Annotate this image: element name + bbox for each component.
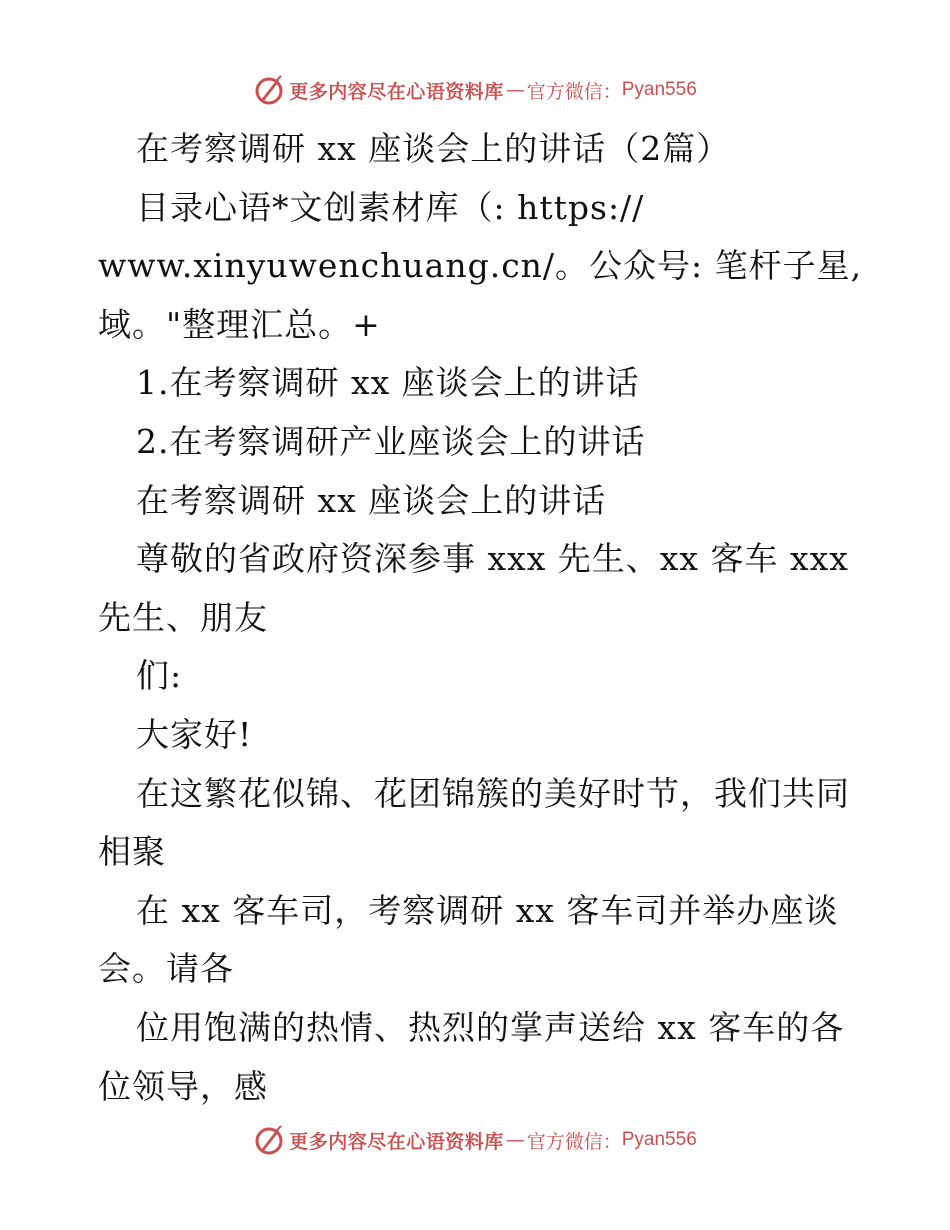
toc-item-2: 2.在考察调研产业座谈会上的讲话 bbox=[136, 421, 646, 461]
doc-line: www.xinyuwenchuang.cn/。公众号: 笔杆子星, bbox=[98, 246, 863, 286]
footer-dash: — bbox=[505, 1129, 525, 1151]
doc-title: 在考察调研 xx 座谈会上的讲话（2篇） bbox=[136, 129, 731, 168]
doc-line: 在这繁花似锦、花团锦簇的美好时节，我们共同 bbox=[136, 773, 850, 813]
header-wechat-id: Pyan556 bbox=[621, 79, 697, 100]
doc-line: 尊敬的省政府资深参事 xxx 先生、xx 客车 xxx bbox=[136, 539, 849, 579]
header-wechat-label: 官方微信： bbox=[526, 80, 622, 103]
doc-line: 域。"整理汇总。+ bbox=[98, 304, 381, 344]
header-site-text: 更多内容尽在心语资料库 bbox=[289, 80, 504, 103]
doc-line: 会。请各 bbox=[98, 949, 234, 989]
doc-line: 目录心语*文创素材库（: https:// bbox=[136, 187, 645, 227]
quill-pen-logo-icon bbox=[253, 74, 285, 106]
quill-pen-logo-icon bbox=[253, 1124, 285, 1156]
footer-site-text: 更多内容尽在心语资料库 bbox=[289, 1130, 504, 1153]
footer-wechat-label: 官方微信： bbox=[526, 1130, 622, 1153]
doc-line: 先生、朋友 bbox=[98, 597, 268, 637]
toc-item-1: 1.在考察调研 xx 座谈会上的讲话 bbox=[136, 363, 640, 403]
footer-banner bbox=[0, 1120, 950, 1160]
header-dash: — bbox=[505, 79, 525, 101]
doc-line: 相聚 bbox=[98, 832, 166, 872]
header-banner bbox=[0, 70, 950, 110]
document-body bbox=[98, 120, 863, 1116]
doc-line: 在 xx 客车司，考察调研 xx 客车司并举办座谈 bbox=[136, 890, 839, 930]
section-title: 在考察调研 xx 座谈会上的讲话 bbox=[136, 480, 607, 520]
doc-line: 位用饱满的热情、热烈的掌声送给 xx 客车的各 bbox=[136, 1007, 845, 1047]
doc-line: 大家好! bbox=[136, 714, 253, 754]
doc-line: 们: bbox=[136, 656, 183, 696]
footer-wechat-id: Pyan556 bbox=[621, 1129, 697, 1150]
doc-line: 位领导，感 bbox=[98, 1066, 268, 1106]
